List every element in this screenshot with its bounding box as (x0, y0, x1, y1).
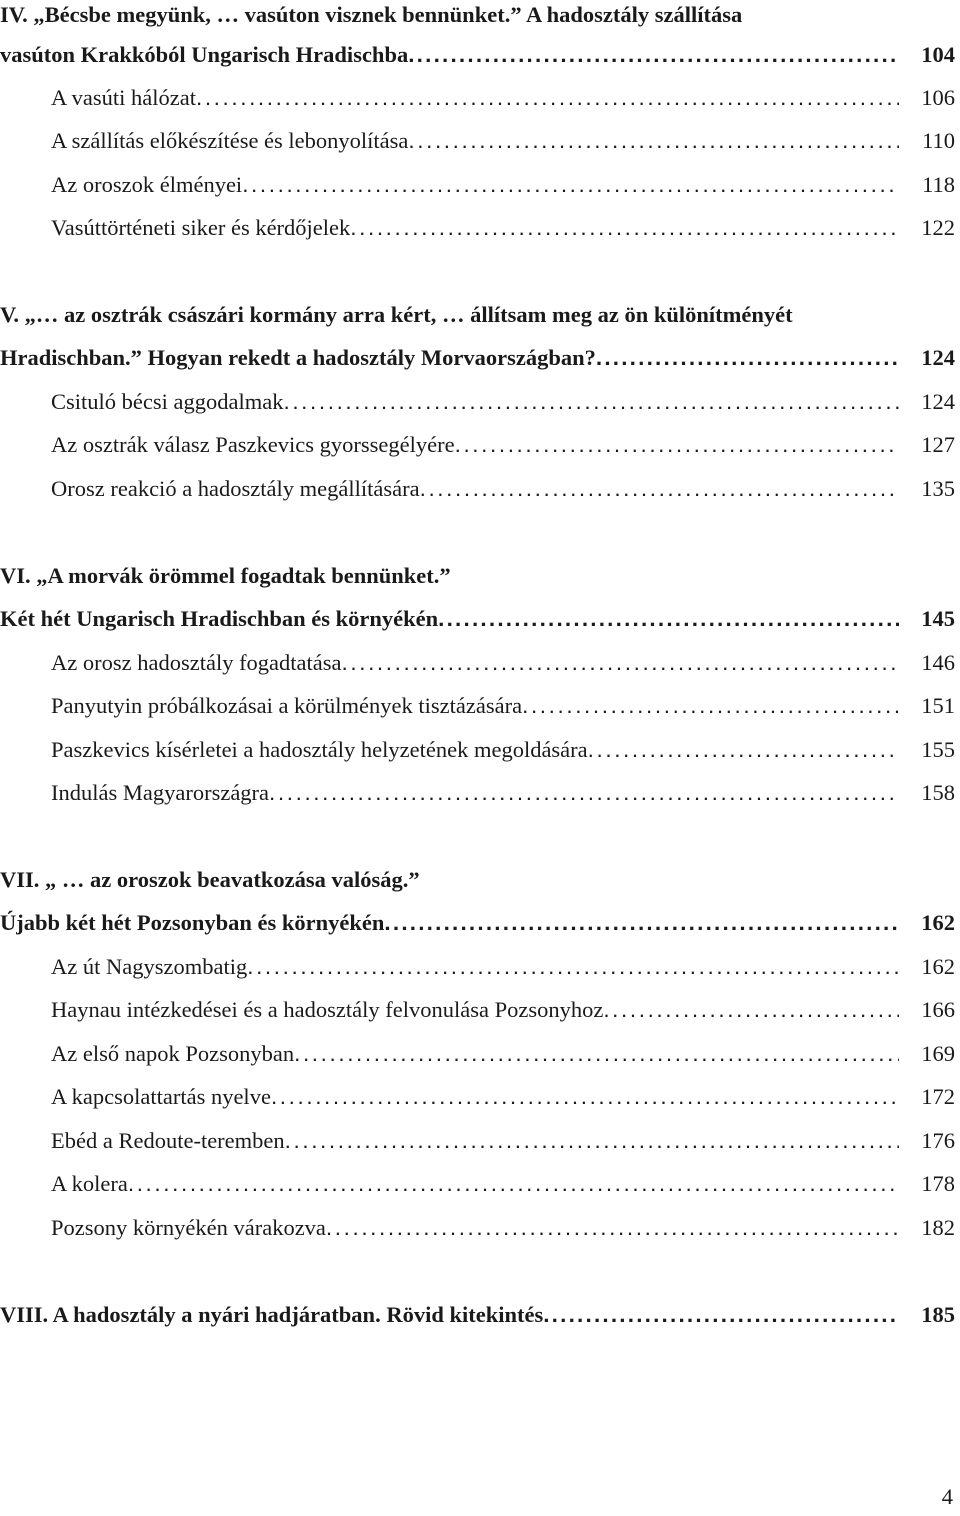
leader-dots (350, 213, 899, 243)
toc-entry-page: 155 (921, 737, 955, 762)
toc-entry[interactable] (51, 1126, 955, 1156)
toc-entry-title: Az első napok Pozsonyban (51, 1041, 295, 1066)
toc-entry-page: 135 (921, 476, 955, 501)
toc-entry-title: Az út Nagyszombatig (51, 954, 248, 979)
toc-entry-title: Panyutyin próbálkozásai a körülmények tisztázására (51, 693, 523, 718)
leader-dots (269, 778, 899, 808)
toc-entry-chapter-iv[interactable] (0, 40, 955, 70)
toc-entry-title: A kolera (51, 1171, 128, 1196)
leader-dots (128, 1169, 899, 1199)
leader-dots (543, 1300, 899, 1330)
toc-entry-page: 104 (921, 42, 955, 67)
toc-entry-page: 118 (922, 172, 955, 197)
leader-dots (408, 40, 899, 70)
leader-dots (522, 691, 899, 721)
toc-entry-title: Az oroszok élményei (51, 172, 243, 197)
toc-entry[interactable] (51, 126, 955, 156)
toc-entry[interactable] (51, 83, 955, 113)
leader-dots (242, 170, 899, 200)
toc-entry-page: 185 (921, 1302, 955, 1327)
toc-entry-title: Haynau intézkedései és a hadosztály felvonulása Pozsonyhoz (51, 997, 604, 1022)
toc-entry-title: Indulás Magyarországra (51, 780, 270, 805)
leader-dots (603, 995, 899, 1025)
chapter-heading-v: V. „… az osztrák császári kormány arra kért, … állítsam meg az ön különítményét (0, 302, 793, 327)
toc-entry-title: Két hét Ungarisch Hradischban és környékén (0, 606, 439, 631)
toc-entry-title: Az osztrák válasz Paszkevics gyorssegélyére (51, 432, 455, 457)
toc-entry-title: A vasúti hálózat (51, 85, 196, 110)
toc-entry-page: 110 (922, 128, 955, 153)
toc-entry-title: Újabb két hét Pozsonyban és környékén (0, 910, 385, 935)
leader-dots (294, 1039, 899, 1069)
toc-entry-title: Pozsony környékén várakozva (51, 1215, 326, 1240)
toc-entry-title: Vasúttörténeti siker és kérdőjelek (51, 215, 351, 240)
leader-dots (342, 648, 899, 678)
toc-entry-chapter-v[interactable] (0, 343, 955, 373)
toc-entry-page: 124 (921, 345, 955, 370)
toc-entry-title: Paszkevics kísérletei a hadosztály helyzetének megoldására (51, 737, 588, 762)
toc-entry-page: 124 (921, 389, 955, 414)
toc-entry-title: A kapcsolattartás nyelve (51, 1084, 271, 1109)
leader-dots (408, 126, 899, 156)
toc-entry[interactable] (51, 648, 955, 678)
toc-entry[interactable] (51, 213, 955, 243)
leader-dots (285, 1126, 899, 1156)
leader-dots (420, 474, 899, 504)
toc-entry-chapter-viii[interactable] (0, 1300, 955, 1330)
chapter-heading-vi: VI. „A morvák örömmel fogadtak bennünket.” (0, 563, 451, 588)
toc-entry[interactable] (51, 691, 955, 721)
toc-entry-title: vasúton Krakkóból Ungarisch Hradischba (0, 42, 409, 67)
toc-entry-page: 146 (921, 650, 955, 675)
leader-dots (384, 908, 899, 938)
toc-entry-page: 106 (921, 85, 955, 110)
leader-dots (596, 343, 899, 373)
leader-dots (455, 430, 899, 460)
chapter-heading-iv: IV. „Bécsbe megyünk, … vasúton visznek bennünket.” A hadosztály szállítása (0, 2, 743, 27)
toc-entry-page: 178 (921, 1171, 955, 1196)
toc-entry-page: 182 (921, 1215, 955, 1240)
toc-entry[interactable] (51, 1082, 955, 1112)
toc-entry-page: 176 (921, 1128, 955, 1153)
leader-dots (196, 83, 899, 113)
toc-entry-page: 162 (921, 910, 955, 935)
leader-dots (283, 387, 899, 417)
toc-entry-title: Az orosz hadosztály fogadtatása (51, 650, 342, 675)
toc-entry[interactable] (51, 995, 955, 1025)
toc-entry[interactable] (51, 778, 955, 808)
toc-entry-page: 122 (921, 215, 955, 240)
toc-entry-title: Hradischban.” Hogyan rekedt a hadosztály Morvaországban? (0, 345, 596, 370)
toc-entry-page: 158 (921, 780, 955, 805)
leader-dots (438, 604, 899, 634)
chapter-heading-vii: VII. „ … az oroszok beavatkozása valóság.” (0, 867, 420, 892)
leader-dots (247, 952, 899, 982)
toc-entry[interactable] (51, 474, 955, 504)
toc-entry-chapter-vii[interactable] (0, 908, 955, 938)
toc-entry-title: Orosz reakció a hadosztály megállítására (51, 476, 420, 501)
toc-entry[interactable] (51, 387, 955, 417)
toc-entry[interactable] (51, 1213, 955, 1243)
leader-dots (326, 1213, 899, 1243)
toc-entry[interactable] (51, 735, 955, 765)
toc-entry-title: Ebéd a Redoute-teremben (51, 1128, 285, 1153)
page-number: 4 (941, 1484, 953, 1509)
toc-entry-chapter-vi[interactable] (0, 604, 955, 634)
toc-entry-page: 162 (921, 954, 955, 979)
toc-entry-page: 172 (921, 1084, 955, 1109)
toc-entry[interactable] (51, 952, 955, 982)
leader-dots (588, 735, 899, 765)
toc-entry[interactable] (51, 430, 955, 460)
toc-entry-page: 166 (921, 997, 955, 1022)
toc-entry[interactable] (51, 1169, 955, 1199)
toc-entry-title: VIII. A hadosztály a nyári hadjáratban. Rövid kitekintés (0, 1302, 544, 1327)
toc-entry[interactable] (51, 1039, 955, 1069)
toc-entry[interactable] (51, 170, 955, 200)
toc-entry-title: A szállítás előkészítése és lebonyolítása (51, 128, 409, 153)
toc-entry-page: 169 (921, 1041, 955, 1066)
toc-entry-page: 145 (921, 606, 955, 631)
leader-dots (271, 1082, 899, 1112)
toc-entry-page: 127 (921, 432, 955, 457)
toc-entry-page: 151 (921, 693, 955, 718)
toc-entry-title: Csituló bécsi aggodalmak (51, 389, 284, 414)
